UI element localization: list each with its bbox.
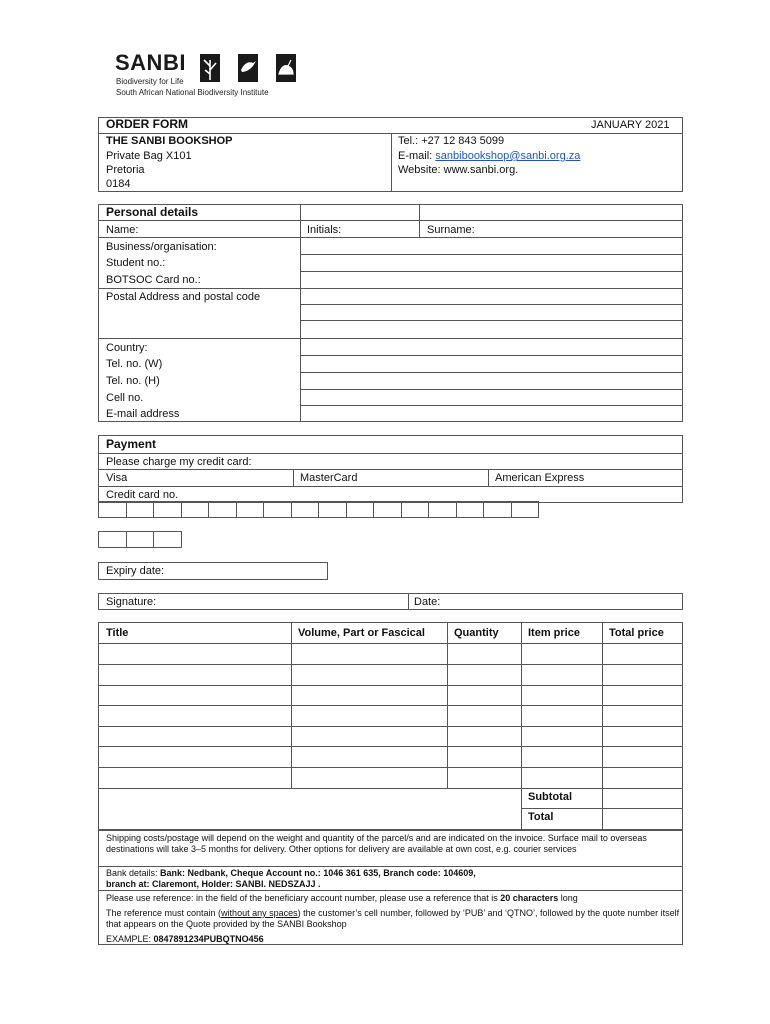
bank-details-line1: Bank: Nedbank, Cheque Account no.: 1046 361 635, Branch code: 104609, [160,868,476,878]
credit-card-no-label: Credit card no. [106,489,179,501]
logo-animal-icon [276,54,296,82]
tel-work-input[interactable] [301,356,683,372]
logo-plant-icon [200,54,220,82]
business-label: Business/organisation: [106,241,217,253]
logo-tagline: Biodiversity for Life [116,77,184,86]
shipping-note: Shipping costs/postage will depend on the weight and quantity of the parcel/s and are indicated on the invoice. Surface mail to overseas destinations will take 3–5 months for delivery. Other options for delivery are available at own cost, e.g. courier services [106,833,647,854]
logo-bird-icon [238,54,258,82]
student-no-label: Student no.: [106,257,166,269]
subtotal-label: Subtotal [528,791,572,803]
country-label: Country: [106,342,148,354]
col-quantity: Quantity [454,627,499,639]
format-text-start: The reference must contain ( [106,908,222,918]
shop-address-line1: Private Bag X101 [106,150,192,162]
subtotal-input[interactable] [603,789,682,808]
postal-address-label: Postal Address and postal code [106,291,261,303]
tel-home-input[interactable] [301,373,683,389]
expiry-date-label: Expiry date: [106,565,165,577]
shop-email-link[interactable]: sanbibookshop@sanbi.org.za [435,150,581,162]
botsoc-input[interactable] [301,272,683,288]
botsoc-label: BOTSOC Card no.: [106,274,201,286]
col-total-price: Total price [609,627,664,639]
amex-option[interactable]: American Express [495,472,585,484]
tel-work-label: Tel. no. (W) [106,358,163,370]
total-label: Total [528,811,554,823]
cell-input[interactable] [301,390,683,405]
example-value: 0847891234PUBQTNO456 [153,934,264,944]
surname-label: Surname: [427,224,475,236]
shop-postcode: 0184 [106,178,131,190]
date-label: Date: [414,596,441,608]
date-input[interactable] [450,594,682,609]
personal-field-top-mid[interactable] [301,205,419,220]
format-no-spaces: without any spaces [221,908,298,918]
form-title: ORDER FORM [106,117,188,131]
cell-label: Cell no. [106,392,144,404]
mastercard-option[interactable]: MasterCard [300,472,358,484]
business-input[interactable] [301,238,683,254]
bank-details [106,868,680,890]
student-no-input[interactable] [301,255,683,271]
email-input[interactable] [301,406,683,422]
reference-example [106,934,680,945]
logo-institute: South African National Biodiversity Institute [116,88,269,97]
visa-option[interactable]: Visa [106,472,128,484]
shop-address-line2: Pretoria [106,164,145,176]
shop-telephone: Tel.: +27 12 843 5099 [398,135,505,147]
initials-label: Initials: [307,224,342,236]
personal-field-top-right[interactable] [420,205,682,220]
shop-email-row [398,150,580,163]
logo-wordmark: SANBI [115,50,186,75]
email-label: E-mail: [398,150,436,162]
cvv-boxes[interactable] [98,531,182,548]
shop-name: THE SANBI BOOKSHOP [106,135,233,147]
total-input[interactable] [603,809,682,829]
col-volume: Volume, Part or Fascical [298,627,425,639]
col-title: Title [106,627,129,639]
email-address-label: E-mail address [106,408,180,420]
tel-home-label: Tel. no. (H) [106,375,160,387]
reference-note [106,893,680,904]
example-label: EXAMPLE: [106,934,154,944]
postal-address-input[interactable] [301,289,683,338]
bank-details-label: Bank details: [106,868,161,878]
country-input[interactable] [301,339,683,355]
shop-website: Website: www.sanbi.org. [398,164,519,176]
name-label: Name: [106,224,139,236]
signature-label: Signature: [106,596,157,608]
reference-text: Please use reference: in the field of the beneficiary account number, please use a reference that is [106,893,501,903]
personal-details-heading: Personal details [106,205,199,219]
signature-input[interactable] [170,594,406,609]
format-text-end: ) the customer’s cell number, followed by ‘PUB’ and ‘QTNO’, followed by the quote number itself that appears on the Quote provided by the SANBI Bookshop [106,908,680,929]
payment-heading: Payment [106,437,157,451]
charge-card-label: Please charge my credit card: [106,456,252,468]
order-rows-input-area[interactable] [99,644,682,787]
col-item-price: Item price [528,627,580,639]
bank-details-line2: branch at: Claremont, Holder: SANBI. NEDSZAJJ . [106,879,321,889]
reference-format-note [106,908,680,930]
reference-suffix: long [558,893,578,903]
reference-length: 20 characters [500,893,559,903]
form-date: JANUARY 2021 [591,119,670,131]
card-number-boxes[interactable] [98,501,539,518]
